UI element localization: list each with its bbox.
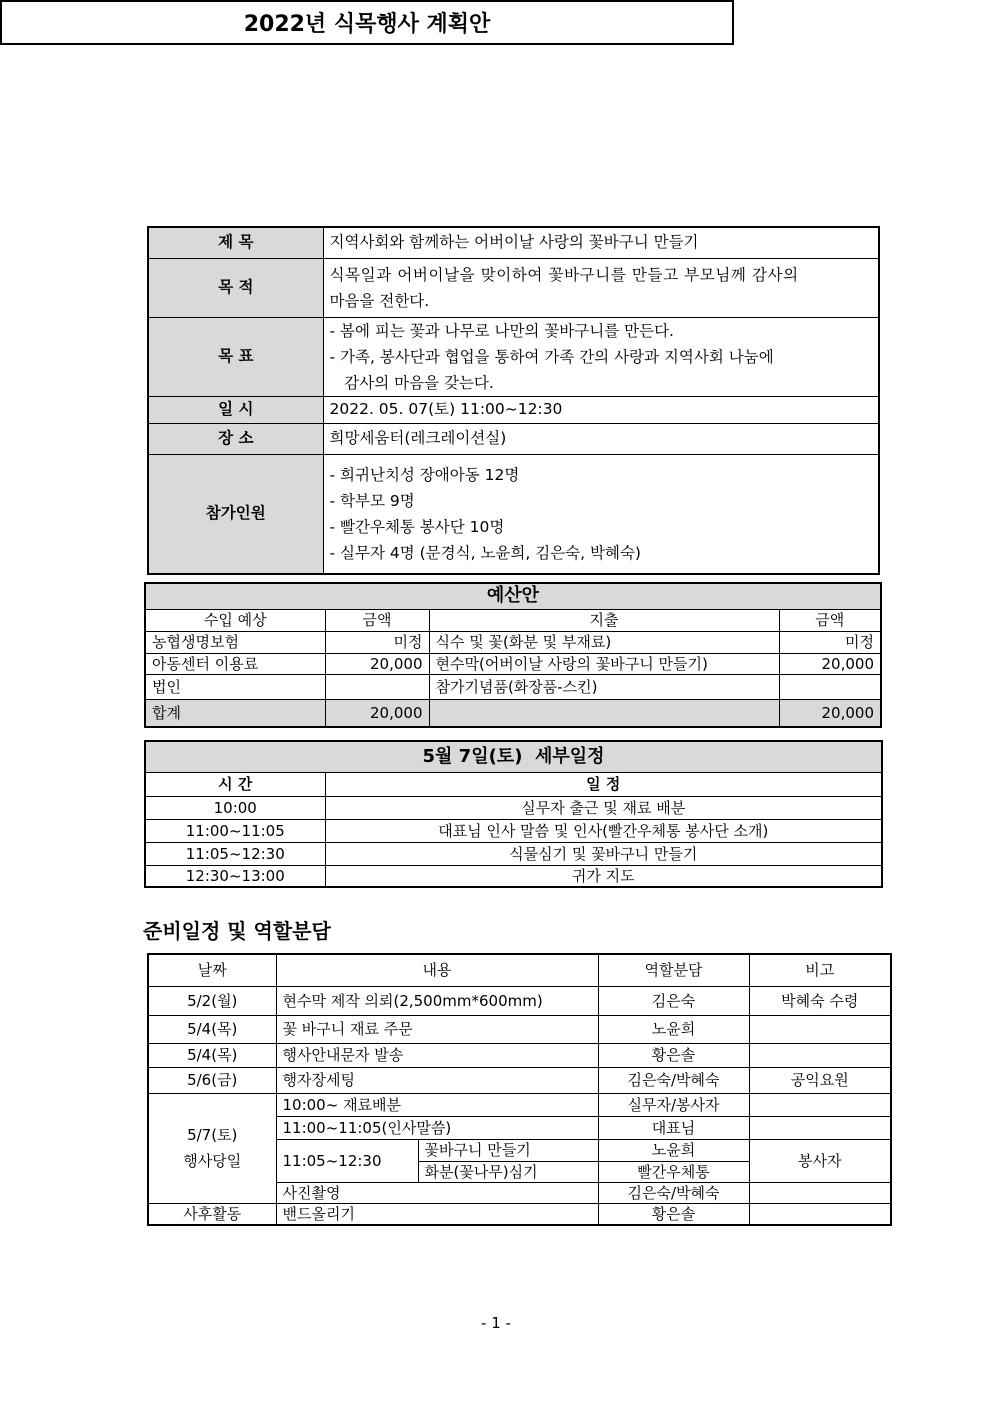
plan-line: - 학부모 9명 bbox=[329, 491, 415, 510]
schedule-item: 귀가 지도 bbox=[325, 865, 882, 887]
prep-date: 사후활동 bbox=[148, 1203, 276, 1225]
income-item: 농협생명보험 bbox=[145, 631, 325, 653]
budget-row bbox=[145, 674, 881, 699]
schedule-header: 시 간 bbox=[145, 772, 325, 796]
prep-time: 11:05~12:30 bbox=[276, 1139, 418, 1182]
prep-role: 황은솔 bbox=[598, 1203, 749, 1225]
prep-note bbox=[749, 1043, 891, 1067]
budget-header: 금액 bbox=[325, 609, 429, 631]
prep-note: 공익요원 bbox=[749, 1067, 891, 1093]
event-label: 행사당일 bbox=[183, 1152, 242, 1170]
prep-table bbox=[147, 953, 892, 1226]
prep-heading: 준비일정 및 역할분담 bbox=[143, 919, 331, 943]
prep-role: 실무자/봉사자 bbox=[598, 1093, 749, 1116]
plan-line: - 실무자 4명 (문경식, 노윤희, 김은숙, 박혜숙) bbox=[329, 543, 641, 562]
prep-task: 밴드올리기 bbox=[276, 1203, 598, 1225]
prep-subtask: 화분(꽃나무)심기 bbox=[418, 1161, 598, 1182]
prep-note bbox=[749, 1182, 891, 1203]
prep-header: 비고 bbox=[749, 954, 891, 986]
prep-role: 노윤희 bbox=[598, 1015, 749, 1043]
schedule-time: 11:05~12:30 bbox=[145, 842, 325, 865]
prep-note bbox=[749, 1015, 891, 1043]
schedule-row bbox=[145, 796, 882, 819]
document-title: 2022년 식목행사 계획안 bbox=[0, 0, 734, 45]
plan-line: 감사의 마음을 갖는다. bbox=[329, 373, 494, 392]
budget-title: 예산안 bbox=[145, 583, 881, 609]
prep-date: 5/6(금) bbox=[148, 1067, 276, 1093]
prep-date: 5/2(월) bbox=[148, 986, 276, 1015]
budget-header: 지출 bbox=[429, 609, 779, 631]
total-income: 20,000 bbox=[325, 699, 429, 727]
schedule-item: 식물심기 및 꽃바구니 만들기 bbox=[325, 842, 882, 865]
plan-value: 2022. 05. 07(토) 11:00~12:30 bbox=[323, 396, 879, 423]
income-item: 법인 bbox=[145, 674, 325, 699]
plan-line: - 희귀난치성 장애아동 12명 bbox=[329, 465, 520, 484]
plan-value bbox=[323, 258, 879, 317]
income-item: 아동센터 이용료 bbox=[145, 653, 325, 674]
prep-header: 역할분담 bbox=[598, 954, 749, 986]
prep-date: 5/4(목) bbox=[148, 1015, 276, 1043]
budget-header: 수입 예상 bbox=[145, 609, 325, 631]
schedule-table bbox=[144, 740, 883, 888]
page-number: - 1 - bbox=[481, 1314, 511, 1332]
schedule-time: 10:00 bbox=[145, 796, 325, 819]
budget-table bbox=[144, 582, 882, 728]
plan-table bbox=[147, 226, 880, 575]
prep-role: 김은숙/박혜숙 bbox=[598, 1067, 749, 1093]
prep-task: 꽃 바구니 재료 주문 bbox=[276, 1015, 598, 1043]
schedule-title: 5월 7일(토) 세부일정 bbox=[145, 741, 882, 772]
prep-task: 11:00~11:05(인사말씀) bbox=[276, 1116, 598, 1139]
event-day-date bbox=[148, 1093, 276, 1203]
plan-line: 마음을 전한다. bbox=[329, 291, 430, 310]
prep-role: 빨간우체통 bbox=[598, 1161, 749, 1182]
plan-line: - 빨간우체통 봉사단 10명 bbox=[329, 517, 505, 536]
prep-row bbox=[148, 1015, 891, 1043]
plan-value bbox=[323, 317, 879, 396]
prep-row bbox=[148, 1067, 891, 1093]
expense-amount: 20,000 bbox=[779, 653, 881, 674]
schedule-item: 실무자 출근 및 재료 배분 bbox=[325, 796, 882, 819]
prep-note bbox=[749, 1093, 891, 1116]
plan-value bbox=[323, 454, 879, 574]
schedule-row bbox=[145, 865, 882, 887]
plan-line: - 가족, 봉사단과 협업을 통하여 가족 간의 사랑과 지역사회 나눔에 bbox=[329, 347, 774, 366]
plan-value: 희망세움터(레크레이션실) bbox=[323, 423, 879, 454]
budget-header: 금액 bbox=[779, 609, 881, 631]
prep-task: 사진촬영 bbox=[276, 1182, 598, 1203]
schedule-time: 11:00~11:05 bbox=[145, 819, 325, 842]
schedule-header: 일 정 bbox=[325, 772, 882, 796]
schedule-row bbox=[145, 819, 882, 842]
plan-label: 제 목 bbox=[148, 227, 323, 258]
expense-amount bbox=[779, 674, 881, 699]
prep-subtask: 꽃바구니 만들기 bbox=[418, 1139, 598, 1161]
income-amount: 20,000 bbox=[325, 653, 429, 674]
expense-item: 참가기념품(화장품-스킨) bbox=[429, 674, 779, 699]
budget-row bbox=[145, 631, 881, 653]
budget-total-row bbox=[145, 699, 881, 727]
event-date: 5/7(토) bbox=[187, 1126, 238, 1144]
prep-role: 대표님 bbox=[598, 1116, 749, 1139]
schedule-item: 대표님 인사 말씀 및 인사(빨간우체통 봉사단 소개) bbox=[325, 819, 882, 842]
prep-role: 노윤희 bbox=[598, 1139, 749, 1161]
expense-item: 식수 및 꽃(화분 및 부재료) bbox=[429, 631, 779, 653]
prep-row bbox=[148, 1093, 891, 1116]
plan-label: 목 적 bbox=[148, 258, 323, 317]
prep-note bbox=[749, 1116, 891, 1139]
prep-row bbox=[148, 1203, 891, 1225]
plan-label: 목 표 bbox=[148, 317, 323, 396]
schedule-row bbox=[145, 842, 882, 865]
prep-header: 날짜 bbox=[148, 954, 276, 986]
prep-note: 봉사자 bbox=[749, 1139, 891, 1182]
plan-label: 장 소 bbox=[148, 423, 323, 454]
prep-task: 10:00~ 재료배분 bbox=[276, 1093, 598, 1116]
prep-role: 김은숙/박혜숙 bbox=[598, 1182, 749, 1203]
prep-note: 박혜숙 수령 bbox=[749, 986, 891, 1015]
total-blank bbox=[429, 699, 779, 727]
plan-label: 참가인원 bbox=[148, 454, 323, 574]
plan-value: 지역사회와 함께하는 어버이날 사랑의 꽃바구니 만들기 bbox=[323, 227, 879, 258]
income-amount: 미정 bbox=[325, 631, 429, 653]
schedule-time: 12:30~13:00 bbox=[145, 865, 325, 887]
income-amount bbox=[325, 674, 429, 699]
prep-row bbox=[148, 1043, 891, 1067]
plan-label: 일 시 bbox=[148, 396, 323, 423]
prep-row bbox=[148, 986, 891, 1015]
prep-role: 황은솔 bbox=[598, 1043, 749, 1067]
prep-role: 김은숙 bbox=[598, 986, 749, 1015]
budget-row bbox=[145, 653, 881, 674]
plan-line: 식목일과 어버이날을 맞이하여 꽃바구니를 만들고 부모님께 감사의 bbox=[329, 265, 799, 284]
expense-amount: 미정 bbox=[779, 631, 881, 653]
prep-task: 행사안내문자 발송 bbox=[276, 1043, 598, 1067]
prep-task: 행자장세팅 bbox=[276, 1067, 598, 1093]
plan-line: - 봄에 피는 꽃과 나무로 나만의 꽃바구니를 만든다. bbox=[329, 321, 674, 340]
prep-task: 현수막 제작 의뢰(2,500mm*600mm) bbox=[276, 986, 598, 1015]
total-label: 합계 bbox=[145, 699, 325, 727]
prep-header: 내용 bbox=[276, 954, 598, 986]
prep-date: 5/4(목) bbox=[148, 1043, 276, 1067]
prep-note bbox=[749, 1203, 891, 1225]
total-expense: 20,000 bbox=[779, 699, 881, 727]
expense-item: 현수막(어버이날 사랑의 꽃바구니 만들기) bbox=[429, 653, 779, 674]
